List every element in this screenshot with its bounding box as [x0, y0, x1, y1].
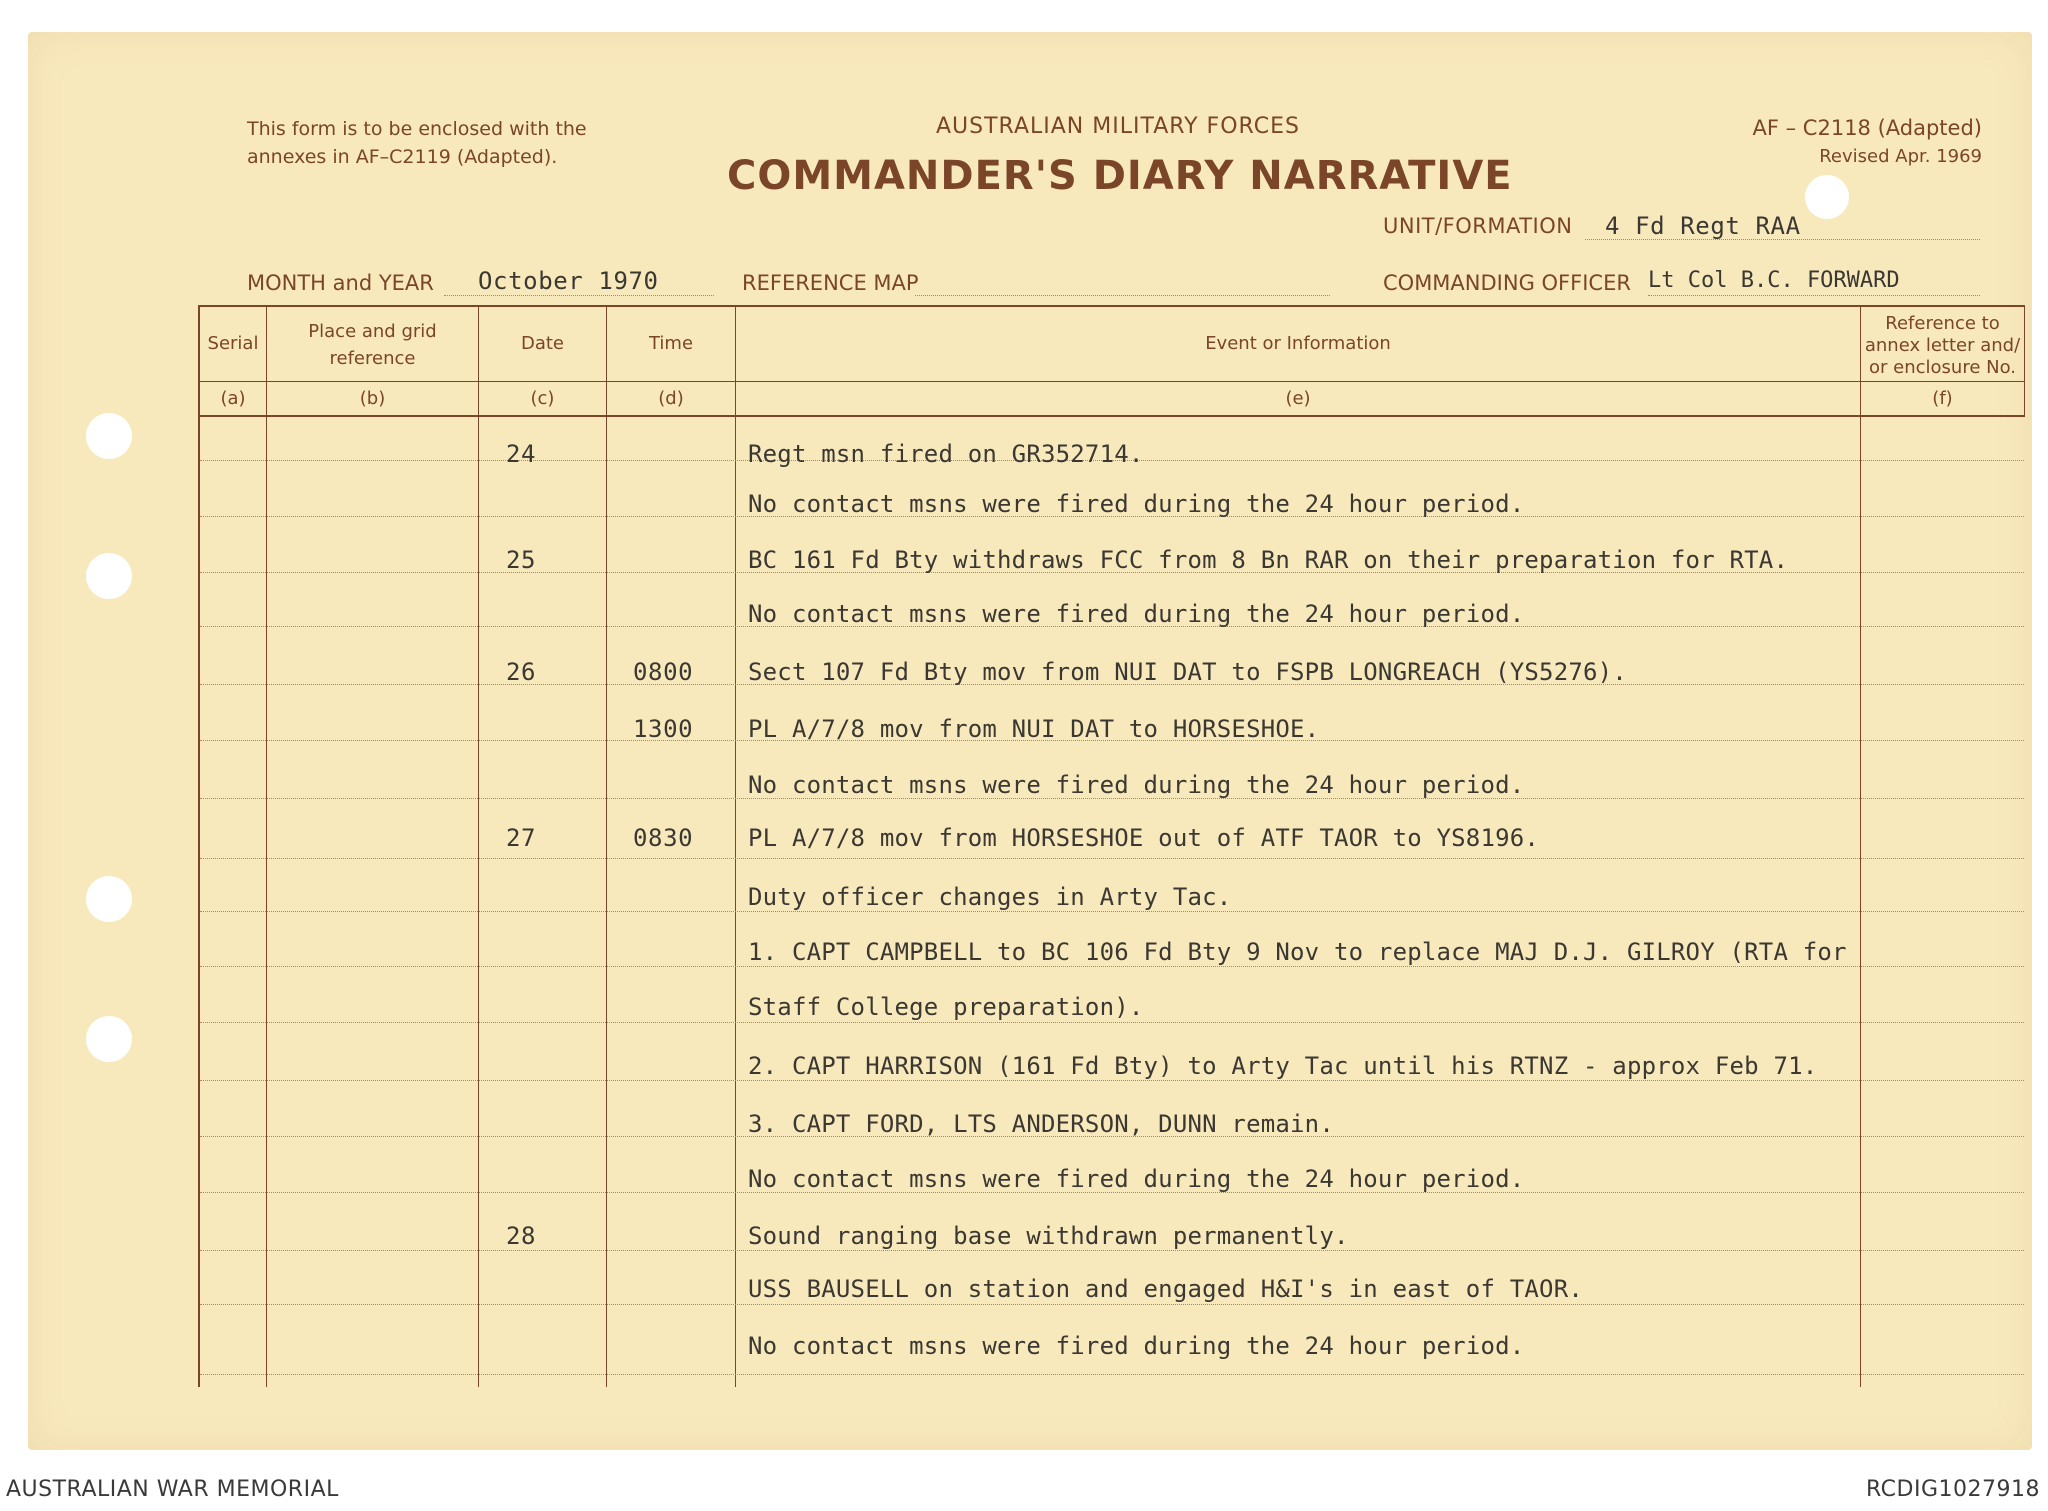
punch-hole — [86, 1016, 132, 1062]
row-rule — [200, 1250, 2024, 1251]
form-note-line: This form is to be enclosed with the — [247, 118, 587, 140]
row-event: PL A/7/8 mov from NUI DAT to HORSESHOE. — [748, 715, 1320, 743]
column-letter: (a) — [220, 388, 246, 409]
header-time: Time — [648, 333, 694, 354]
row-date: 25 — [506, 546, 537, 574]
row-date: 27 — [506, 824, 537, 852]
punch-hole — [86, 553, 132, 599]
month-value: October 1970 — [478, 267, 659, 295]
footer-source: AUSTRALIAN WAR MEMORIAL — [6, 1477, 339, 1502]
page-title: COMMANDER'S DIARY NARRATIVE — [727, 153, 1513, 199]
column-divider — [478, 305, 479, 1387]
header-place-line: Place and grid — [308, 321, 437, 342]
row-event: 2. CAPT HARRISON (161 Fd Bty) to Arty Tac until his RTNZ - approx Feb 71. — [748, 1052, 1818, 1080]
column-divider — [266, 305, 267, 1387]
footer-id: RCDIG1027918 — [1865, 1477, 2040, 1502]
row-rule — [200, 911, 2024, 912]
letters-bottom-rule — [199, 415, 2025, 417]
month-underline — [444, 295, 714, 296]
column-letter: (f) — [1932, 388, 1953, 409]
header-place-line: reference — [329, 348, 416, 369]
column-divider — [606, 305, 607, 1387]
punch-hole — [86, 413, 132, 459]
row-time: 1300 — [633, 715, 694, 743]
column-divider — [2024, 305, 2025, 417]
punch-hole — [1805, 175, 1849, 219]
month-label: MONTH and YEAR — [247, 271, 434, 295]
row-rule — [200, 1080, 2024, 1081]
row-event: No contact msns were fired during the 24 hour period. — [748, 600, 1525, 628]
column-letter: (e) — [1285, 388, 1311, 409]
column-letter: (d) — [658, 388, 684, 409]
form-note — [247, 115, 587, 171]
row-date: 24 — [506, 440, 537, 468]
header-reference-line: annex letter and/ — [1864, 335, 2021, 356]
row-rule — [200, 1304, 2024, 1305]
row-date: 26 — [506, 658, 537, 686]
commanding-officer-underline — [1648, 295, 1980, 296]
column-divider — [735, 305, 736, 1387]
row-rule — [200, 858, 2024, 859]
header-event: Event or Information — [1205, 333, 1391, 354]
column-letter: (b) — [359, 388, 386, 409]
commanding-officer-label: COMMANDING OFFICER — [1383, 271, 1631, 295]
row-event: Staff College preparation). — [748, 993, 1144, 1021]
row-event: BC 161 Fd Bty withdraws FCC from 8 Bn RAR on their preparation for RTA. — [748, 546, 1789, 574]
row-event: 3. CAPT FORD, LTS ANDERSON, DUNN remain. — [748, 1110, 1334, 1138]
row-event: No contact msns were fired during the 24 hour period. — [748, 490, 1525, 518]
row-event: USS BAUSELL on station and engaged H&I's in east of TAOR. — [748, 1275, 1584, 1303]
header-reference-line: Reference to — [1885, 313, 2000, 334]
row-event: No contact msns were fired during the 24 hour period. — [748, 1332, 1525, 1360]
row-event: PL A/7/8 mov from HORSESHOE out of ATF TAOR to YS8196. — [748, 824, 1540, 852]
row-event: 1. CAPT CAMPBELL to BC 106 Fd Bty 9 Nov to replace MAJ D.J. GILROY (RTA for — [748, 938, 1847, 966]
commanding-officer-value: Lt Col B.C. FORWARD — [1648, 268, 1900, 293]
row-event: Sound ranging base withdrawn permanently. — [748, 1222, 1349, 1250]
row-rule — [200, 1022, 2024, 1023]
header-reference — [1861, 313, 2024, 379]
row-event: No contact msns were fired during the 24 hour period. — [748, 1165, 1525, 1193]
row-time: 0800 — [633, 658, 694, 686]
unit-label: UNIT/FORMATION — [1383, 214, 1573, 238]
row-event: Duty officer changes in Arty Tac. — [748, 883, 1232, 911]
header-bottom-rule — [199, 381, 2025, 382]
form-revised: Revised Apr. 1969 — [1819, 146, 1982, 167]
form-number: AF – C2118 (Adapted) — [1752, 116, 1982, 140]
row-date: 28 — [506, 1222, 537, 1250]
table-top-rule — [199, 305, 2025, 307]
row-rule — [200, 966, 2024, 967]
column-divider — [198, 305, 200, 1387]
row-event: No contact msns were fired during the 24 hour period. — [748, 771, 1525, 799]
column-letter: (c) — [530, 388, 555, 409]
header-date: Date — [520, 333, 565, 354]
org-name: AUSTRALIAN MILITARY FORCES — [936, 114, 1300, 139]
row-rule — [200, 1374, 2024, 1375]
unit-value: 4 Fd Regt RAA — [1605, 212, 1801, 240]
header-place — [267, 318, 478, 372]
reference-map-underline — [915, 295, 1330, 296]
header-serial: Serial — [207, 333, 259, 354]
form-note-line: annexes in AF–C2119 (Adapted). — [247, 146, 558, 168]
header-reference-line: or enclosure No. — [1869, 357, 2016, 378]
row-event: Regt msn fired on GR352714. — [748, 440, 1144, 468]
punch-hole — [86, 876, 132, 922]
row-event: Sect 107 Fd Bty mov from NUI DAT to FSPB LONGREACH (YS5276). — [748, 658, 1627, 686]
row-time: 0830 — [633, 824, 694, 852]
column-divider — [1860, 305, 1861, 1387]
reference-map-label: REFERENCE MAP — [742, 271, 919, 295]
